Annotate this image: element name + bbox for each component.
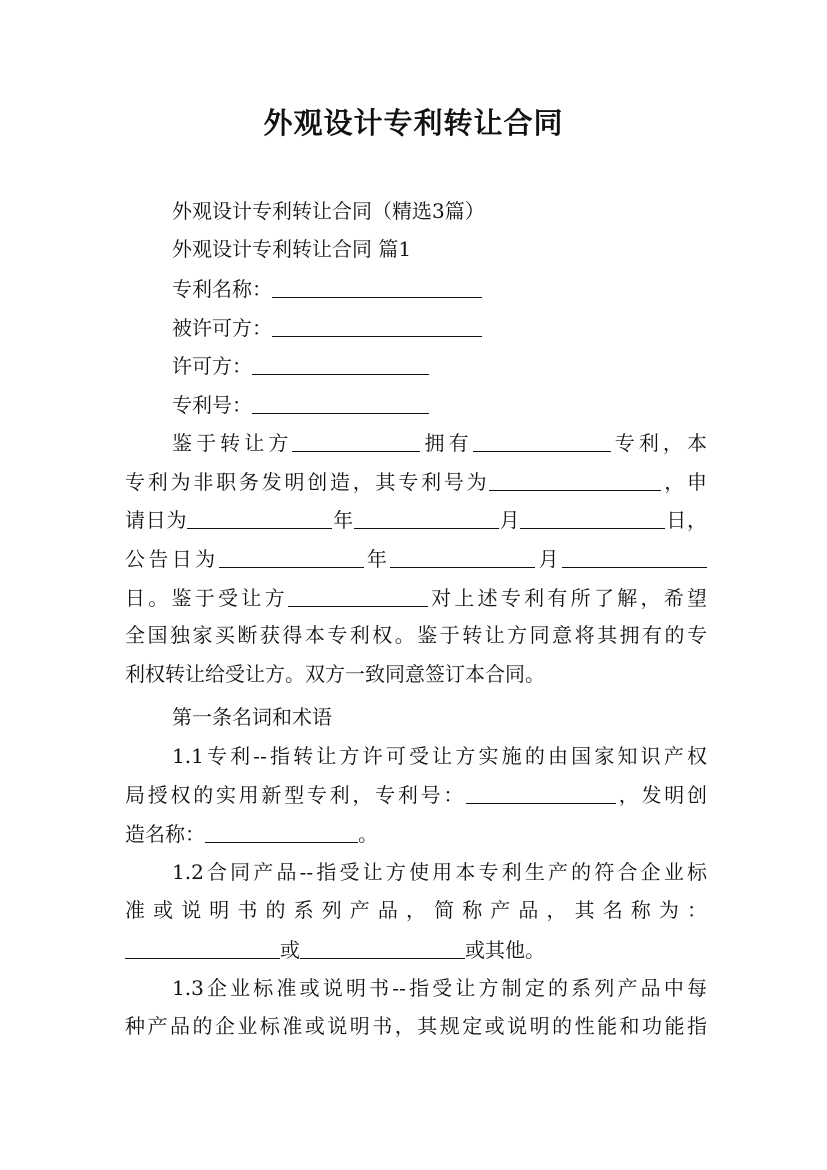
preamble-text: 对上述专利有所了解，希望 xyxy=(427,586,708,610)
preamble-text: 请日为 xyxy=(125,508,188,532)
document-title: 外观设计专利转让合同 xyxy=(263,106,564,140)
filing-month-blank xyxy=(354,502,499,529)
patent-name-label: 专利名称： xyxy=(172,277,272,301)
patent-no-blank xyxy=(252,387,429,414)
clause-1-1-line-1: 1.1专利--指转让方许可受让方实施的由国家知识产权 xyxy=(172,744,707,768)
clause-text: 或 xyxy=(280,938,300,962)
preamble-line-5 xyxy=(125,578,707,617)
preamble-text: 年 xyxy=(332,508,354,532)
clause-text: 。 xyxy=(358,822,378,846)
licensor-blank xyxy=(252,348,429,375)
licensee-label: 被许可方： xyxy=(172,316,272,340)
clause-1-2-line-3 xyxy=(125,930,707,969)
preamble-text: 拥有 xyxy=(420,431,473,455)
preamble-text: 月 xyxy=(535,547,562,571)
clause-text: ，发明创 xyxy=(616,783,708,807)
preamble-text: 专利，本 xyxy=(610,431,708,455)
licensee-field xyxy=(172,308,707,347)
preamble-text: 日。鉴于受让方 xyxy=(125,586,288,610)
preamble-line-2 xyxy=(125,462,707,501)
patent-no-field xyxy=(172,385,707,424)
licensor-label: 许可方： xyxy=(172,354,252,378)
licensee-blank xyxy=(272,310,482,337)
clause-patent-no-blank xyxy=(466,777,616,804)
preamble-line-7: 利权转让给受让方。双方一致同意签订本合同。 xyxy=(125,662,545,686)
preamble-text: 鉴于转让方 xyxy=(172,431,293,455)
preamble-text: 专利为非职务发明创造，其专利号为 xyxy=(125,470,490,494)
article-1-heading: 第一条名词和术语 xyxy=(172,705,332,729)
licensor-field xyxy=(172,346,707,385)
clause-text: 或其他。 xyxy=(465,938,545,962)
preamble-line-4 xyxy=(125,539,707,578)
transferor-blank xyxy=(292,425,420,452)
product-name-blank-1 xyxy=(125,932,280,959)
clause-text: 局授权的实用新型专利，专利号： xyxy=(125,783,467,807)
patent-name-blank xyxy=(272,271,482,298)
clause-1-3-line-2: 种产品的企业标准或说明书，其规定或说明的性能和功能指 xyxy=(125,1014,707,1038)
announce-year-blank xyxy=(219,541,364,568)
preamble-text: 年 xyxy=(363,547,391,571)
preamble-text: ，申 xyxy=(661,470,708,494)
patent-blank xyxy=(473,425,611,452)
announce-day-blank xyxy=(562,541,707,568)
preamble-text: 月 xyxy=(498,508,521,532)
patent-name-field xyxy=(172,269,707,308)
announce-month-blank xyxy=(390,541,535,568)
filing-year-blank xyxy=(187,502,332,529)
intro-line: 外观设计专利转让合同（精选3篇） xyxy=(172,199,485,223)
clause-text: 造名称： xyxy=(125,822,205,846)
clause-1-2-line-2: 准或说明书的系列产品，简称产品，其名称为： xyxy=(125,898,707,922)
preamble-text: 日， xyxy=(665,508,708,532)
clause-1-3-line-1: 1.3企业标准或说明书--指受让方制定的系列产品中每 xyxy=(172,976,707,1000)
transferee-blank xyxy=(288,580,428,607)
clause-1-2-line-1: 1.2合同产品--指受让方使用本专利生产的符合企业标 xyxy=(172,860,707,884)
preamble-line-3 xyxy=(125,500,707,539)
preamble-line-1 xyxy=(172,423,707,462)
patent-no-label: 专利号： xyxy=(172,393,252,417)
invention-name-blank xyxy=(205,816,358,843)
patent-number-blank xyxy=(489,464,661,491)
preamble-text: 公告日为 xyxy=(125,547,219,571)
product-name-blank-2 xyxy=(300,932,465,959)
filing-day-blank xyxy=(520,502,665,529)
clause-1-1-line-2 xyxy=(125,775,707,814)
section-heading: 外观设计专利转让合同 篇1 xyxy=(172,237,412,261)
clause-1-1-line-3 xyxy=(125,814,707,853)
preamble-line-6: 全国独家买断获得本专利权。鉴于转让方同意将其拥有的专 xyxy=(125,623,707,647)
